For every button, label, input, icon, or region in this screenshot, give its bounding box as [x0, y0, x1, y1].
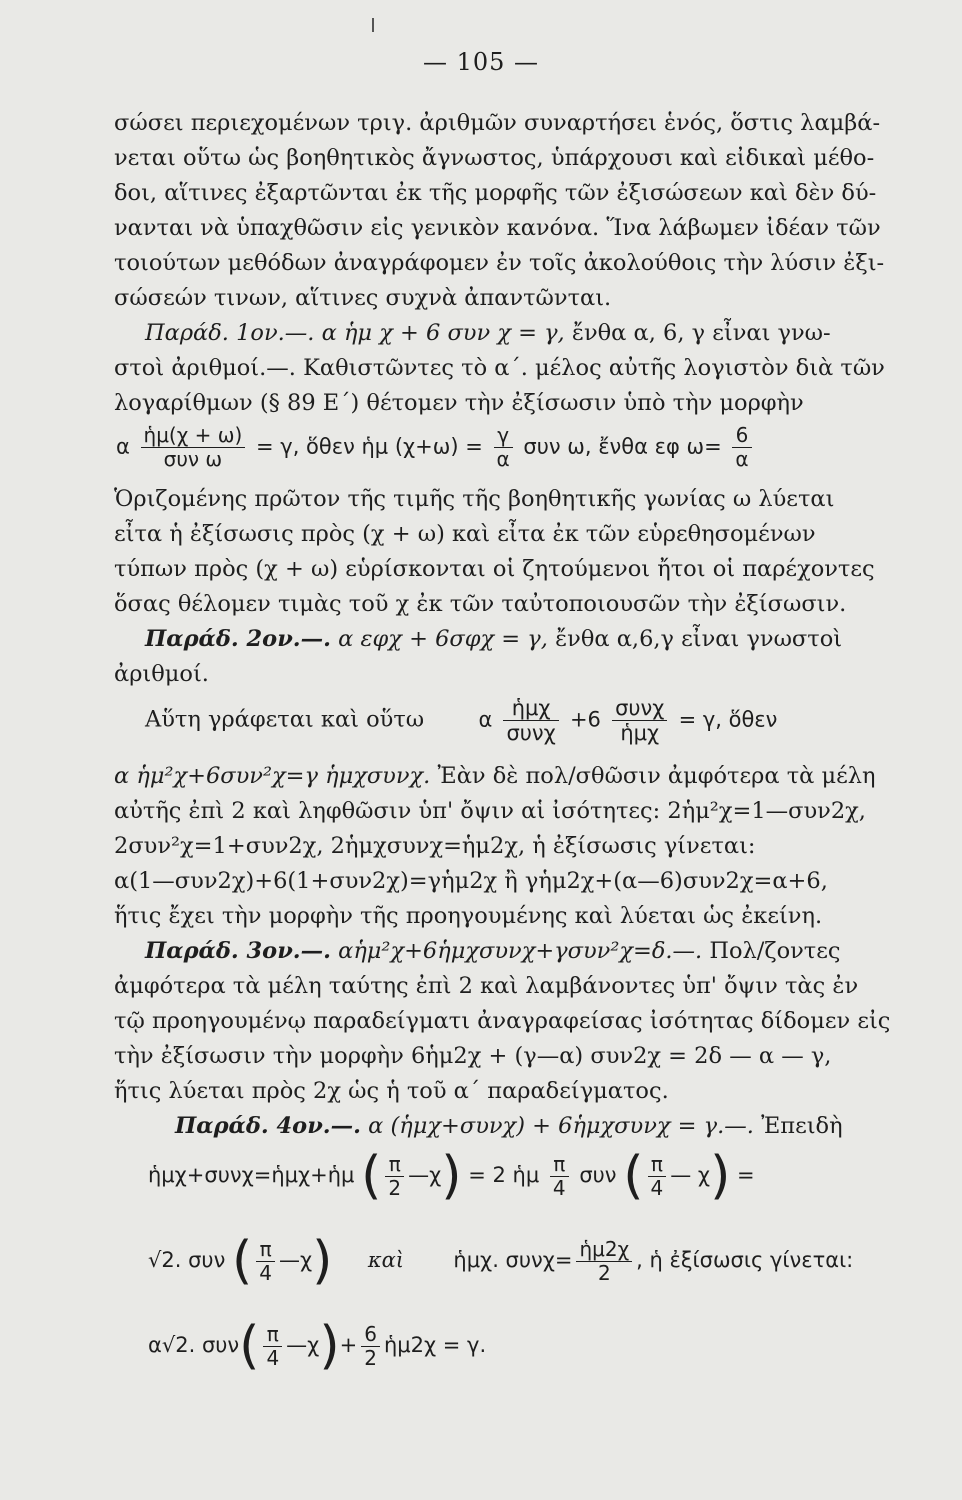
fraction-denominator: 4	[552, 1175, 566, 1200]
math-text: —χ	[279, 1248, 313, 1272]
equation-5	[148, 1316, 487, 1376]
fraction-numerator: π	[648, 1153, 667, 1177]
fraction-numerator: ἡμ(χ + ω)	[141, 424, 246, 448]
math-text: 2. συν	[175, 1333, 240, 1357]
fraction	[576, 1238, 632, 1285]
fraction	[648, 1153, 667, 1200]
text-line: 2συν²χ=1+συν2χ, 2ἡμχσυνχ=ἡμ2χ, ἡ ἐξίσωσις γίνεται:	[114, 833, 756, 859]
math-text: — χ	[670, 1163, 711, 1187]
math-text: = γ, ὅθεν	[678, 707, 778, 732]
fraction-denominator: α	[496, 447, 510, 471]
text-line: νανται νὰ ὑπαχθῶσιν εἰς γενικὸν κανόνα. Ἵνα λάβωμεν ἰδέαν τῶν	[114, 215, 881, 241]
text-line: τοιούτων μεθόδων ἀναγράφομεν ἐν τοῖς ἀκολούθοις τὴν λύσιν ἐξι-	[114, 250, 885, 276]
fraction-numerator: π	[263, 1323, 282, 1347]
math-text: =	[737, 1163, 755, 1187]
text-line: δοι, αἵτινες ἐξαρτῶνται ἐκ τῆς μορφῆς τῶν ἐξισώσεων καὶ δὲν δύ-	[114, 180, 877, 206]
math-text: 2. συν	[161, 1248, 226, 1272]
math-paren: (	[239, 1316, 260, 1376]
math-text: —χ	[286, 1333, 320, 1357]
fraction	[385, 1153, 404, 1200]
fraction	[503, 696, 558, 745]
example-3-line	[145, 940, 841, 963]
equation-1	[116, 424, 756, 471]
page-number: — 105 —	[422, 48, 540, 76]
text-segment: Ἐὰν δὲ πολ/σθῶσιν ἀμφότερα τὰ μέλη	[437, 763, 876, 789]
math-paren: (	[231, 1231, 253, 1291]
text-segment: Πολ/ζοντες	[709, 938, 841, 964]
math-paren: )	[441, 1146, 462, 1206]
math-text: = 2 ἡμ	[468, 1163, 540, 1187]
text-line: τῷ προηγουμένῳ παραδείγματι ἀναγραφείσας ἰσότητας δίδομεν εἰς	[114, 1008, 891, 1034]
fraction-denominator: 4	[259, 1260, 273, 1285]
text-segment: ἔνθα α, 6, γ εἶναι γνω-	[571, 320, 831, 346]
fraction-denominator: 2	[364, 1345, 377, 1370]
math-text: συν	[579, 1163, 617, 1187]
equation-2	[145, 696, 777, 745]
text-line: σώσει περιεχομένων τριγ. ἀριθμῶν συναρτήσει ἑνός, ὅστις λαμβά-	[114, 110, 881, 136]
fraction	[256, 1238, 275, 1285]
text-line: σώσεών τινων, αἵτινες συχνὰ ἀπαντῶνται.	[114, 285, 612, 311]
equation-3	[148, 1146, 755, 1206]
example-3-heading: Παράδ. 3ον.—.	[145, 938, 331, 964]
math-text: Αὕτη γράφεται καὶ οὕτω	[145, 706, 425, 733]
fraction-denominator: 4	[266, 1345, 280, 1370]
math-paren: )	[319, 1316, 340, 1376]
fraction-numerator: π	[550, 1153, 569, 1177]
math-text: , ἡ ἐξίσωσις γίνεται:	[636, 1248, 854, 1272]
math-text: +	[339, 1333, 358, 1357]
fraction	[263, 1323, 282, 1370]
math-symbol: α	[116, 434, 130, 459]
math-text: —χ	[408, 1163, 442, 1187]
text-line: α(1—συν2χ)+6(1+συν2χ)=γἡμ2χ ἢ γἡμ2χ+(α—6)συν2χ=α+6,	[114, 868, 828, 894]
example-1-heading: Παράδ. 1ον.—.	[145, 320, 315, 346]
math-paren: )	[312, 1231, 333, 1291]
math-paren: (	[361, 1146, 382, 1206]
fraction-numerator: 6	[361, 1323, 380, 1347]
fraction-numerator: γ	[494, 424, 513, 448]
text-line: λογαρίθμων (§ 89 Ε΄) θέτομεν τὴν ἐξίσωσιν ὑπὸ τὴν μορφὴν	[114, 390, 804, 416]
text-line: ἥτις λύεται πρὸς 2χ ὡς ἡ τοῦ α΄ παραδείγματος.	[114, 1078, 669, 1104]
math-text: +6	[569, 707, 601, 732]
text-segment: Ἐπειδὴ	[761, 1113, 843, 1139]
fraction-numerator: συνχ	[612, 696, 667, 721]
fraction-denominator: 2	[388, 1175, 402, 1200]
fraction	[494, 424, 513, 471]
text-line: τὴν ἐξίσωσιν τὴν μορφὴν 6ἡμ2χ + (γ—α) συν2χ = 2δ — α — γ,	[114, 1043, 832, 1069]
math-symbol: α	[148, 1333, 162, 1357]
text-line: αὐτῆς ἐπὶ 2 καὶ ληφθῶσιν ὑπ' ὄψιν αἱ ἰσότητες: 2ἡμ²χ=1—συν2χ,	[114, 798, 866, 824]
text-line: ἀριθμοί.	[114, 661, 209, 687]
example-2-line	[145, 628, 842, 651]
fraction	[732, 424, 751, 471]
math-paren: )	[710, 1146, 731, 1206]
text-line	[114, 765, 876, 788]
example-4-heading: Παράδ. 4ον.—.	[175, 1113, 361, 1139]
fraction-numerator: ἡμ2χ	[576, 1238, 632, 1262]
math-paren: (	[623, 1146, 644, 1206]
text-line: νεται οὕτω ὡς βοηθητικὸς ἄγνωστος, ὑπάρχουσι καὶ εἰδικαὶ μέθο-	[114, 145, 875, 171]
text-line: ὅσας θέλομεν τιμὰς τοῦ χ ἐκ τῶν ταὐτοποιουσῶν τὴν ἐξίσωσιν.	[114, 591, 847, 617]
fraction-numerator: ἡμχ	[503, 696, 558, 721]
text-line: εἶτα ἡ ἐξίσωσις πρὸς (χ + ω) καὶ εἶτα ἐκ τῶν εὑρεθησομένων	[114, 521, 816, 547]
fraction-numerator: π	[385, 1153, 404, 1177]
fraction	[141, 424, 246, 471]
fraction	[361, 1323, 380, 1370]
equation-4	[148, 1231, 854, 1291]
example-1-equation: α ἡμ χ + 6 συν χ = γ,	[321, 320, 565, 346]
math-text: ἡμχ. συνχ=	[453, 1248, 573, 1272]
text-line: τύπων πρὸς (χ + ω) εὑρίσκονται οἱ ζητούμενοι ἤτοι οἱ παρέχοντες	[114, 556, 875, 582]
text-segment: ἔνθα α,6,γ εἶναι γνωστοὶ	[555, 626, 843, 652]
example-3-equation: αἡμ²χ+6ἡμχσυνχ+γσυν²χ=δ.—.	[338, 938, 703, 964]
fraction-denominator: 2	[597, 1260, 611, 1285]
sqrt-sign: √	[161, 1333, 176, 1357]
math-text: α ἡμ²χ+6συν²χ=γ ἡμχσυνχ.	[114, 763, 431, 789]
fraction-denominator: συνχ	[506, 721, 556, 746]
text-line: στοὶ ἀριθμοί.—. Καθιστῶντες τὸ α΄. μέλος αὐτῆς λογιστὸν διὰ τῶν	[114, 355, 885, 381]
example-2-equation: α εφχ + 6σφχ = γ,	[338, 626, 548, 652]
sqrt-sign: √	[148, 1248, 162, 1272]
example-4-equation: α (ἡμχ+συνχ) + 6ἡμχσυνχ = γ.—.	[368, 1113, 754, 1139]
text-line: ἀμφότερα τὰ μέλη ταύτης ἐπὶ 2 καὶ λαμβάνοντες ὑπ' ὄψιν τὰς ἐν	[114, 973, 859, 999]
fraction	[612, 696, 667, 745]
scan-mark	[372, 18, 374, 32]
fraction-denominator: 4	[650, 1175, 664, 1200]
fraction	[550, 1153, 569, 1200]
math-text: ἡμ2χ = γ.	[383, 1333, 487, 1357]
fraction-denominator: ἡμχ	[620, 721, 660, 746]
example-2-heading: Παράδ. 2ον.—.	[145, 626, 331, 652]
math-text: = γ, ὅθεν ἡμ (χ+ω) =	[256, 434, 483, 459]
math-text: καὶ	[367, 1248, 405, 1272]
math-symbol: α	[478, 707, 493, 732]
text-line: Ὁριζομένης πρῶτον τῆς τιμῆς τῆς βοηθητικῆς γωνίας ω λύεται	[114, 486, 835, 512]
example-4-line	[175, 1115, 843, 1138]
fraction-numerator: π	[256, 1238, 275, 1262]
math-text: συν ω, ἔνθα εφ ω=	[523, 434, 722, 459]
math-text: ἡμχ+συνχ=ἡμχ+ἡμ	[148, 1163, 355, 1187]
fraction-numerator: 6	[732, 424, 751, 448]
fraction-denominator: α	[735, 447, 749, 471]
fraction-denominator: συν ω	[163, 447, 223, 471]
example-1-line	[145, 322, 831, 345]
text-line: ἥτις ἔχει τὴν μορφὴν τῆς προηγουμένης καὶ λύεται ὡς ἐκείνη.	[114, 903, 823, 929]
